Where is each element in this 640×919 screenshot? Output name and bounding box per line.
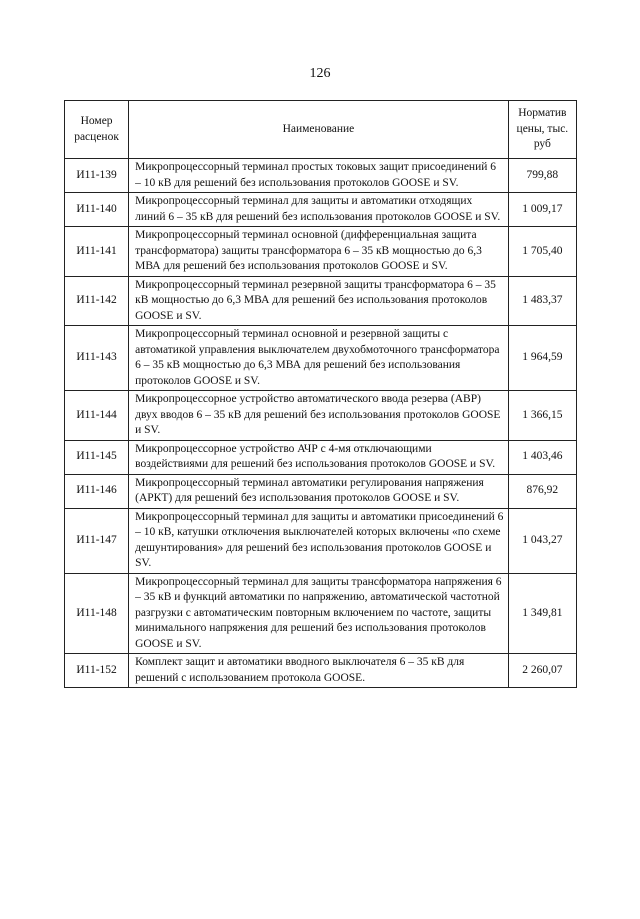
- row-code: И11-144: [65, 391, 129, 441]
- table-header-row: [65, 101, 577, 159]
- row-code: И11-148: [65, 573, 129, 654]
- row-name: Микропроцессорное устройство АЧР с 4-мя отключающими воздействиями для решений без использования протоколов GOOSE и SV.: [129, 440, 509, 474]
- row-code: И11-140: [65, 193, 129, 227]
- table-row: [65, 508, 577, 573]
- row-name: Микропроцессорный терминал резервной защиты трансформатора 6 – 35 кВ мощностью до 6,3 МВА для решений без использования протоколов GOOSE и SV.: [129, 276, 509, 326]
- row-name: Микропроцессорный терминал основной и резервной защиты с автоматикой управления выключателем двухобмоточного трансформатора 6 – 35 кВ мощностью до 6,3 МВА для решений без использования протоколов GOOSE и SV.: [129, 326, 509, 391]
- row-price: 876,92: [508, 474, 576, 508]
- row-price: 2 260,07: [508, 654, 576, 688]
- row-name: Микропроцессорный терминал автоматики регулирования напряжения (АРКТ) для решений без использования протоколов GOOSE и SV.: [129, 474, 509, 508]
- row-code: И11-142: [65, 276, 129, 326]
- table-row: [65, 440, 577, 474]
- row-code: И11-146: [65, 474, 129, 508]
- row-code: И11-145: [65, 440, 129, 474]
- row-price: 1 403,46: [508, 440, 576, 474]
- row-price: 1 349,81: [508, 573, 576, 654]
- table-row: [65, 391, 577, 441]
- row-price: 1 705,40: [508, 227, 576, 277]
- row-name: Микропроцессорный терминал для защиты и автоматики отходящих линий 6 – 35 кВ для решений без использования протоколов GOOSE и SV.: [129, 193, 509, 227]
- row-price: 1 366,15: [508, 391, 576, 441]
- row-name: Микропроцессорное устройство автоматического ввода резерва (АВР) двух вводов 6 – 35 кВ для решений без использования протоколов GOOSE и SV.: [129, 391, 509, 441]
- header-code: Номер расценок: [65, 101, 129, 159]
- row-price: 799,88: [508, 159, 576, 193]
- table-row: [65, 193, 577, 227]
- table-row: [65, 654, 577, 688]
- row-name: Микропроцессорный терминал основной (дифференциальная защита трансформатора) защиты трансформатора 6 – 35 кВ мощностью до 6,3 МВА для решений без использования протоколов GOOSE и SV.: [129, 227, 509, 277]
- price-table: [64, 100, 577, 688]
- row-code: И11-152: [65, 654, 129, 688]
- table-body: [65, 159, 577, 688]
- row-name: Комплект защит и автоматики вводного выключателя 6 – 35 кВ для решений с использованием протокола GOOSE.: [129, 654, 509, 688]
- table-row: [65, 227, 577, 277]
- header-price: Норматив цены, тыс. руб: [508, 101, 576, 159]
- row-code: И11-143: [65, 326, 129, 391]
- table-row: [65, 474, 577, 508]
- row-name: Микропроцессорный терминал для защиты и автоматики присоединений 6 – 10 кВ, катушки отключения выключателей которых включены «по схеме дешунтирования» для решений без использования протоколов GOOSE и SV.: [129, 508, 509, 573]
- row-code: И11-139: [65, 159, 129, 193]
- row-price: 1 964,59: [508, 326, 576, 391]
- table-row: [65, 276, 577, 326]
- row-price: 1 009,17: [508, 193, 576, 227]
- table-row: [65, 326, 577, 391]
- table-row: [65, 159, 577, 193]
- row-code: И11-141: [65, 227, 129, 277]
- row-name: Микропроцессорный терминал простых токовых защит присоединений 6 – 10 кВ для решений без использования протоколов GOOSE и SV.: [129, 159, 509, 193]
- header-name: Наименование: [129, 101, 509, 159]
- page-number: 126: [309, 66, 331, 81]
- row-price: 1 043,27: [508, 508, 576, 573]
- row-price: 1 483,37: [508, 276, 576, 326]
- row-name: Микропроцессорный терминал для защиты трансформатора напряжения 6 – 35 кВ и функций автоматики по напряжению, автоматической частотной разгрузки с автоматическим повторным включением по частоте, защиты минимального напряжения для решений без использования протоколов GOOSE и SV.: [129, 573, 509, 654]
- row-code: И11-147: [65, 508, 129, 573]
- table-row: [65, 573, 577, 654]
